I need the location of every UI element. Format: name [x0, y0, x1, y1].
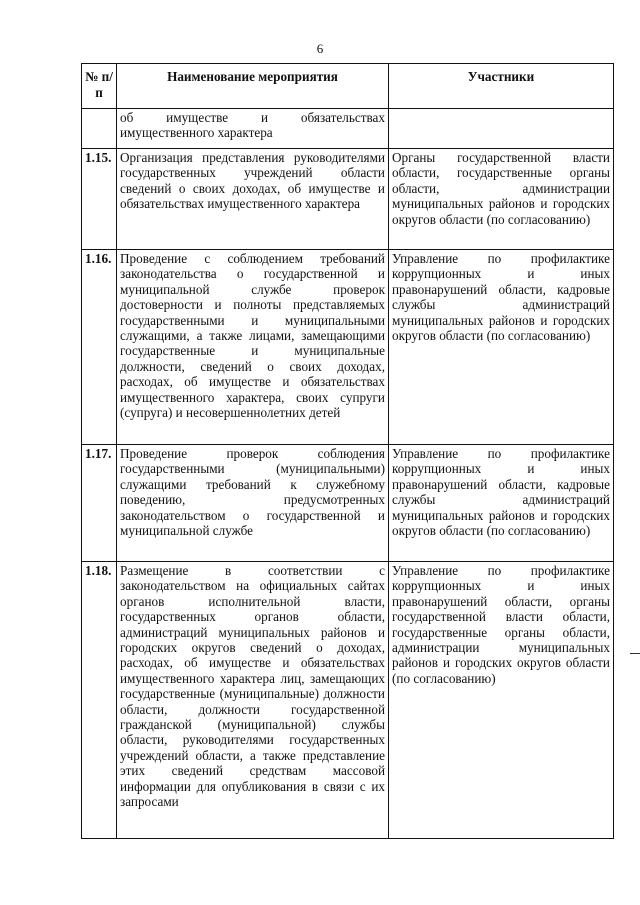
table-row — [82, 149, 614, 250]
event-name: Организация представления руководителями государственных учреждений области сведений о своих доходах, об имуществе и обязательствах имущественного характера — [117, 149, 389, 250]
table-header-row — [82, 64, 614, 109]
row-number: 1.16. — [82, 250, 117, 445]
row-number: 1.17. — [82, 445, 117, 562]
header-event-name: Наименование мероприятия — [117, 64, 389, 109]
event-name: Проведение проверок соблюдения государственными (муниципальными) служащими требований к служебному поведению, предусмотренных законодательством о государственной и муниципальной службе — [117, 445, 389, 562]
participants — [389, 109, 614, 149]
table-row — [82, 109, 614, 149]
header-participants: Участники — [389, 64, 614, 109]
event-name: Проведение с соблюдением требований законодательства о государственной и муниципальной службе проверок достоверности и полноты представляемых государственными и муниципальными служащими, а также лицами, замещающими государственные и муниципальные должности, сведений о своих доходах, расходах, об имуществе и обязательствах имущественного характера, своих супруги (супруга) и несовершеннолетних детей — [117, 250, 389, 445]
page-number: 6 — [316, 41, 324, 56]
header-number: № п/п — [82, 64, 117, 109]
row-number: 1.15. — [82, 149, 117, 250]
participants: Управление по профилактике коррупционных и иных правонарушений области, кадровые службы администраций муниципальных районов и городских округов области (по согласованию) — [389, 445, 614, 562]
table-row — [82, 250, 614, 445]
row-number: 1.18. — [82, 562, 117, 839]
event-name: об имуществе и обязательствах имущественного характера — [117, 109, 389, 149]
table-row — [82, 562, 614, 839]
participants: Управление по профилактике коррупционных и иных правонарушений области, органы государственной власти области, государственные органы области, администрации муниципальных районов и городских округов области (по согласованию) — [389, 562, 614, 839]
events-table — [81, 63, 614, 839]
participants: Органы государственной власти области, государственные органы области, администрации муниципальных районов и городских округов области (по согласованию) — [389, 149, 614, 250]
margin-mark — [630, 653, 640, 654]
participants: Управление по профилактике коррупционных и иных правонарушений области, кадровые службы администраций муниципальных районов и городских округов области (по согласованию) — [389, 250, 614, 445]
event-name: Размещение в соответствии с законодательством на официальных сайтах органов исполнительной власти, государственных органов области, администраций муниципальных районов и городских округов сведений о доходах, расходах, об имуществе и обязательствах имущественного характера лиц, замещающих государственные (муниципальные) должности области, должности государственной гражданской (муниципальной) службы области, руководителями государственных учреждений области, а также представление этих сведений средствам массовой информации для опубликования в связи с их запросами — [117, 562, 389, 839]
row-number — [82, 109, 117, 149]
table-row — [82, 445, 614, 562]
